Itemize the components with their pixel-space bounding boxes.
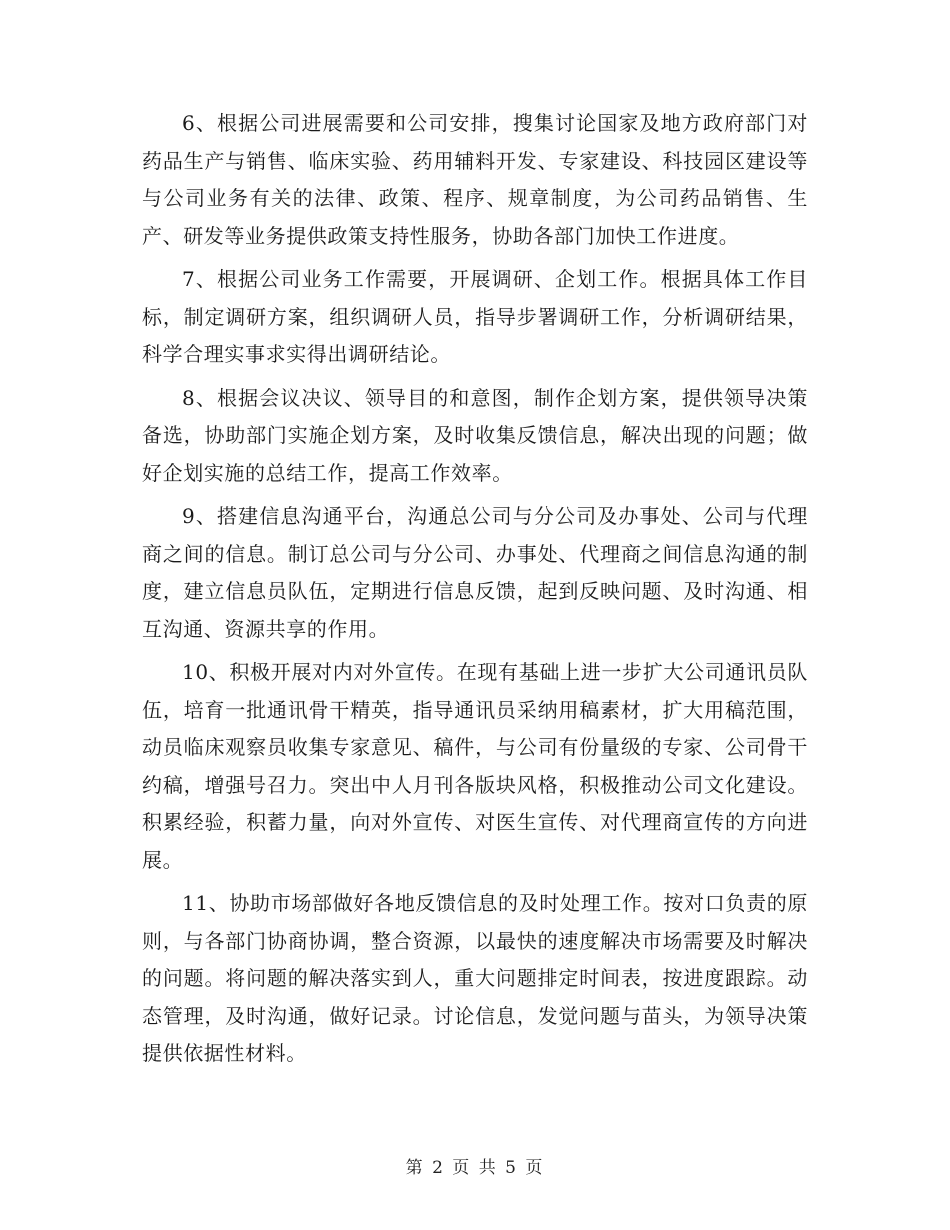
- page-number-footer: 第 2 页 共 5 页: [405, 1158, 545, 1178]
- paragraph-11: 11、协助市场部做好各地反馈信息的及时处理工作。按对口负责的原则，与各部门协商协调，整合资源，以最快的速度解决市场需要及时解决的问题。将问题的解决落实到人，重大问题排定时间表，按进度跟踪。动态管理，及时沟通，做好记录。讨论信息，发觉问题与苗头，为领导决策提供依据性材料。: [142, 891, 808, 1065]
- paragraph-6: 6、根据公司进展需要和公司安排，搜集讨论国家及地方政府部门对药品生产与销售、临床实验、药用辅料开发、专家建设、科技园区建设等与公司业务有关的法律、政策、程序、规章制度，为公司药品销售、生产、研发等业务提供政策支持性服务，协助各部门加快工作进度。: [142, 111, 808, 248]
- document-body: [142, 105, 808, 1079]
- paragraph-8: 8、根据会议决议、领导目的和意图，制作企划方案，提供领导决策备选，协助部门实施企划方案，及时收集反馈信息，解决出现的问题；做好企划实施的总结工作，提高工作效率。: [142, 385, 808, 485]
- paragraph-7: 7、根据公司业务工作需要，开展调研、企划工作。根据具体工作目标，制定调研方案，组织调研人员，指导步署调研工作，分析调研结果，科学合理实事求实得出调研结论。: [142, 267, 808, 366]
- paragraph-9: 9、搭建信息沟通平台，沟通总公司与分公司及办事处、公司与代理商之间的信息。制订总公司与分公司、办事处、代理商之间信息沟通的制度，建立信息员队伍，定期进行信息反馈，起到反映问题、及时沟通、相互沟通、资源共享的作用。: [142, 504, 808, 641]
- paragraph-10: 10、积极开展对内对外宣传。在现有基础上进一步扩大公司通讯员队伍，培育一批通讯骨干精英，指导通讯员采纳用稿素材，扩大用稿范围，动员临床观察员收集专家意见、稿件，与公司有份量级的专家、公司骨干约稿，增强号召力。突出中人月刊各版块风格，积极推动公司文化建设。积累经验，积蓄力量，向对外宣传、对医生宣传、对代理商宣传的方向进展。: [142, 660, 808, 872]
